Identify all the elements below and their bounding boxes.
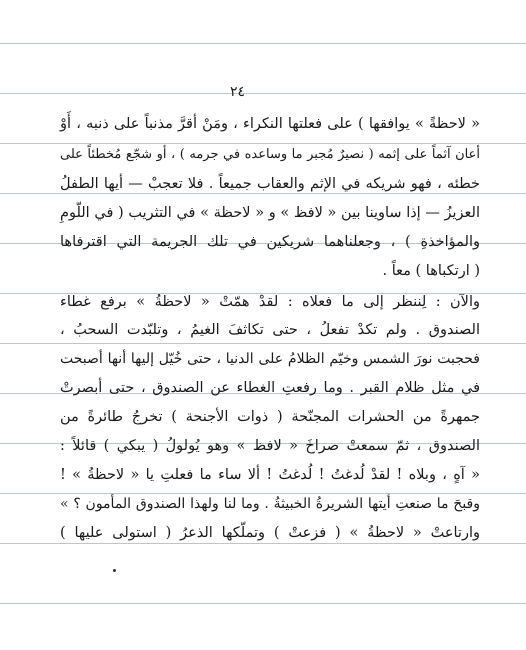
text-line: أعان آثماً على إثمه ( نصيرٌ مُجبر ما وساعده في جرمه ) ، أو شجّع مُخطئاً على bbox=[60, 147, 480, 162]
ruled-line bbox=[0, 93, 526, 94]
ruled-line bbox=[0, 43, 526, 44]
text-line: والمؤاخذةِ ) ، وجعلناهما شريكين في تلك الجريمة التي اقترفاها bbox=[60, 234, 480, 250]
text-line: خطئه ، فهو شريكه في الإثم والعقاب جميعاً . فلا تعجبْ — أيها الطفلُ bbox=[60, 176, 480, 192]
text-line: العزيزُ — إذا ساوينا بين « لافظ » و « لاحظة » في التثريب ( في اللّومِ bbox=[60, 205, 480, 221]
ruled-line bbox=[0, 603, 526, 604]
text-line: الصندوق ، ثمّ سمعتْ صراخَ « لافظ » وهو يُولولُ ( يبكي ) قائلاً : bbox=[60, 438, 480, 454]
ruled-line bbox=[0, 343, 526, 344]
text-line: الصندوق . ولم تكدْ تفعلُ ، حتى تكاثفَ الغيمُ ، وتلبّدت السحبُ ، bbox=[60, 322, 480, 338]
text-line: « آهٍ ، وبلاه ! لقدْ لُدغتُ ! لُدغتُ ! ألا ساء ما فعلتِ يا « لاحظةُ » ! bbox=[60, 467, 480, 483]
text-line: ( ارتكباها ) معاً . bbox=[382, 263, 480, 279]
ink-speck bbox=[113, 569, 116, 572]
text-line: في مثل ظلام القبر . وما رفعتِ الغطاء عن الصندوق ، حتى أبصرتْ bbox=[60, 380, 480, 396]
text-line: فحجبت نورَ الشمس وخيّم الظلامُ على الدنيا ، حتى خُيّل إليها أنها أصبحت bbox=[60, 351, 480, 367]
text-line: والآن : لِننظر إلى ما فعلاه : لقدْ همّتْ « لاحظةُ » برفع غطاء bbox=[60, 294, 480, 310]
text-line: جمهرةً من الحشرات المجنّحة ( ذوات الأجنحة ) تخرجُ طائرةً من bbox=[60, 409, 480, 425]
page-number: ٢٤ bbox=[230, 84, 246, 100]
text-line: وقبحَ ما صنعتِ أيتها الشريرةُ الخبيثةُ . وما لنا ولهذا الصندوق المأمون ؟ » bbox=[60, 496, 480, 512]
text-line: « لاحظةً » يوافقها ) على فعلتها النكراء ، ومَنْ أقرَّ مذنباً على ذنبه ، أَوْ bbox=[60, 116, 480, 132]
text-line: وارتاعتْ « لاحظةُ » ( فزعتْ ) وتملّكها الذعرُ ( استولى عليها ) bbox=[60, 525, 480, 541]
